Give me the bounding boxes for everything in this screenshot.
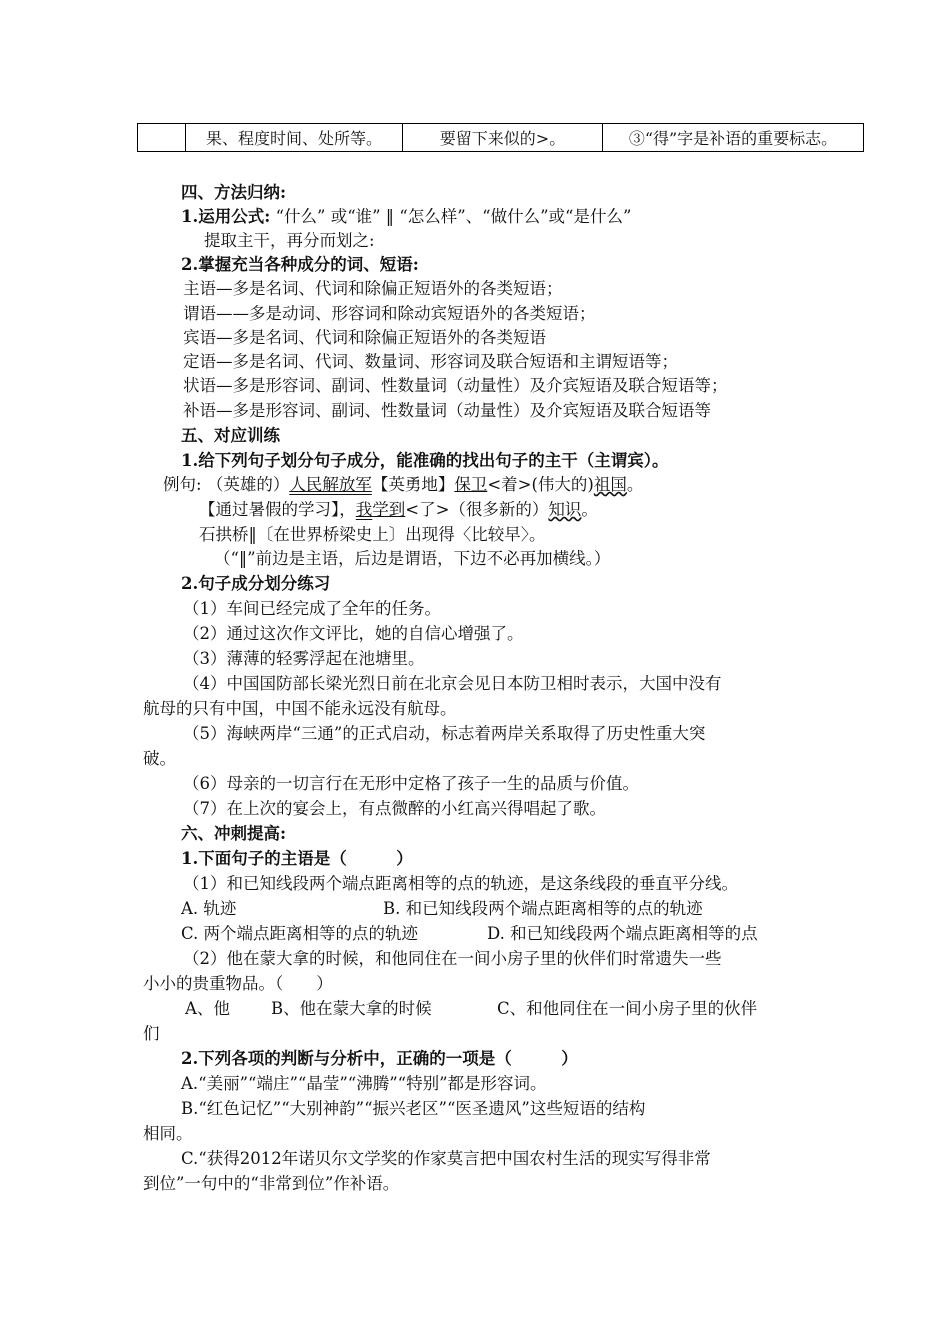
practice-q2: （2）通过这次作文评比，她的自信心增强了。 — [183, 624, 524, 643]
sprint-1-title: 1.下面句子的主语是（ ） — [181, 849, 413, 868]
constituent-adverbial: 状语—多是形容词、副词、性数量词（动量性）及介宾短语及联合短语等； — [183, 376, 728, 395]
section-4-heading: 四、方法归纳: — [181, 183, 287, 202]
method-1-title: 1.运用公式: — [181, 207, 271, 226]
sprint-1-q2-option-c: C、和他同住在一间小房子里的伙伴 — [497, 999, 758, 1018]
table-cell-complement-content: 果、程度时间、处所等。 — [186, 124, 403, 152]
sprint-2-option-c-line1: C.“获得2012年诺贝尔文学奖的作家莫言把中国农村生活的现实写得非常 — [181, 1149, 711, 1168]
sprint-1-q2-option-c-wrap: 们 — [143, 1024, 160, 1043]
method-1-formula: “什么” 或“谁” ‖ “怎么样”、“做什么”或“是什么” — [275, 207, 632, 226]
continuation-table — [137, 123, 864, 152]
method-1-line — [181, 205, 631, 229]
method-2-title: 2.掌握充当各种成分的词、短语: — [181, 255, 419, 274]
section-5-heading: 五、对应训练 — [181, 426, 280, 445]
example-2-complement: <了>（很多新的） — [405, 500, 549, 519]
constituent-predicate: 谓语——多是动词、形容词和除动宾短语外的各类短语； — [183, 304, 596, 323]
practice-q6: （6）母亲的一切言行在无形中定格了孩子一生的品质与价值。 — [183, 774, 639, 793]
practice-q1: （1）车间已经完成了全年的任务。 — [183, 599, 441, 618]
table-cell-example: 要留下来似的>。 — [403, 124, 603, 152]
constituent-object: 宾语—多是名词、代词和除偏正短语外的各类短语 — [183, 328, 546, 347]
example-2 — [199, 498, 598, 522]
sprint-1-q2-option-a: A、他 — [185, 999, 230, 1018]
example-note: （“‖”前边是主语，后边是谓语，下边不必再加横线。） — [214, 549, 611, 568]
example-label: 例句: — [163, 475, 202, 494]
practice-q4-line2: 航母的只有中国，中国不能永远没有航母。 — [143, 699, 457, 718]
example-2-object: 知识 — [548, 500, 582, 519]
constituent-attributive: 定语—多是名词、代词、数量词、形容词及联合短语和主谓短语等； — [183, 352, 678, 371]
practice-q3: （3）薄薄的轻雾浮起在池塘里。 — [183, 649, 425, 668]
sprint-2-option-c-line2: 到位”一句中的“非常到位”作补语。 — [143, 1174, 400, 1193]
practice-q7: （7）在上次的宴会上，有点微醉的小红高兴得唱起了歌。 — [183, 799, 606, 818]
example-1-subject: 人民解放军 — [289, 475, 372, 494]
example-2-predicate: 学到 — [372, 500, 406, 519]
sprint-1-q2-line2: 小小的贵重物品。（ ） — [143, 974, 333, 993]
table-cell-blank — [138, 124, 186, 152]
constituent-subject: 主语—多是名词、代词和除偏正短语外的各类短语； — [183, 279, 563, 298]
sprint-2-option-b-line1: B.“红色记忆”“大别神韵”“振兴老区”“医圣遗风”这些短语的结构 — [181, 1099, 646, 1118]
constituent-complement: 补语—多是形容词、副词、性数量词（动量性）及介宾短语及联合短语等 — [183, 401, 711, 420]
example-1-attributive: （英雄的） — [206, 475, 290, 494]
sprint-2-option-b-line2: 相同。 — [143, 1124, 193, 1143]
sprint-2-option-a: A.“美丽”“端庄”“晶莹”“沸腾”“特别”都是形容词。 — [181, 1074, 547, 1093]
sprint-1-q1: （1）和已知线段两个端点距离相等的点的轨迹，是这条线段的垂直平分线。 — [183, 874, 738, 893]
table-row — [138, 124, 864, 152]
exercise-2-title: 2.句子成分划分练习 — [181, 574, 331, 593]
sprint-1-q1-option-d: D. 和已知线段两个端点距离相等的点 — [487, 924, 758, 943]
section-6-heading: 六、冲刺提高: — [181, 824, 287, 843]
sprint-1-q2-option-b: B、他在蒙大拿的时候 — [271, 999, 432, 1018]
example-2-subject: 我 — [355, 500, 373, 519]
example-2-adverbial: 【通过暑假的学习】， — [199, 500, 356, 519]
practice-q4-line1: （4）中国国防部长梁光烈日前在北京会见日本防卫相时表示，大国中没有 — [183, 674, 722, 693]
example-1 — [163, 473, 643, 497]
sprint-1-q1-option-a: A. 轨迹 — [181, 899, 237, 918]
example-1-adverbial: 【英勇地】 — [371, 475, 455, 494]
sprint-1-q1-option-b: B. 和已知线段两个端点距离相等的点的轨迹 — [383, 899, 703, 918]
exercise-1-title: 1.给下列句子划分句子成分，能准确的找出句子的主干（主谓宾）。 — [181, 451, 669, 470]
example-1-object: 祖国 — [593, 475, 627, 494]
sprint-1-q1-option-c: C. 两个端点距离相等的点的轨迹 — [181, 924, 419, 943]
sprint-1-q2-line1: （2）他在蒙大拿的时候，和他同住在一间小房子里的伙伴们时常遗失一些 — [183, 949, 722, 968]
practice-q5-line2: 破。 — [143, 749, 176, 768]
practice-q5-line1: （5）海峡两岸“三通”的正式启动，标志着两岸关系取得了历史性重大突 — [183, 724, 706, 743]
example-1-complement: <着>(伟大的) — [487, 475, 594, 494]
method-1-continuation: 提取主干，再分而划之: — [204, 231, 375, 250]
sprint-2-title: 2.下列各项的判断与分析中，正确的一项是（ ） — [181, 1049, 578, 1068]
example-2-end: 。 — [581, 500, 598, 519]
example-3: 石拱桥‖〔在世界桥梁史上〕出现得〈比较早〉。 — [199, 525, 546, 544]
example-1-predicate: 保卫 — [454, 475, 488, 494]
table-cell-marker: ③“得”字是补语的重要标志。 — [603, 124, 864, 152]
example-1-end: 。 — [626, 475, 644, 494]
